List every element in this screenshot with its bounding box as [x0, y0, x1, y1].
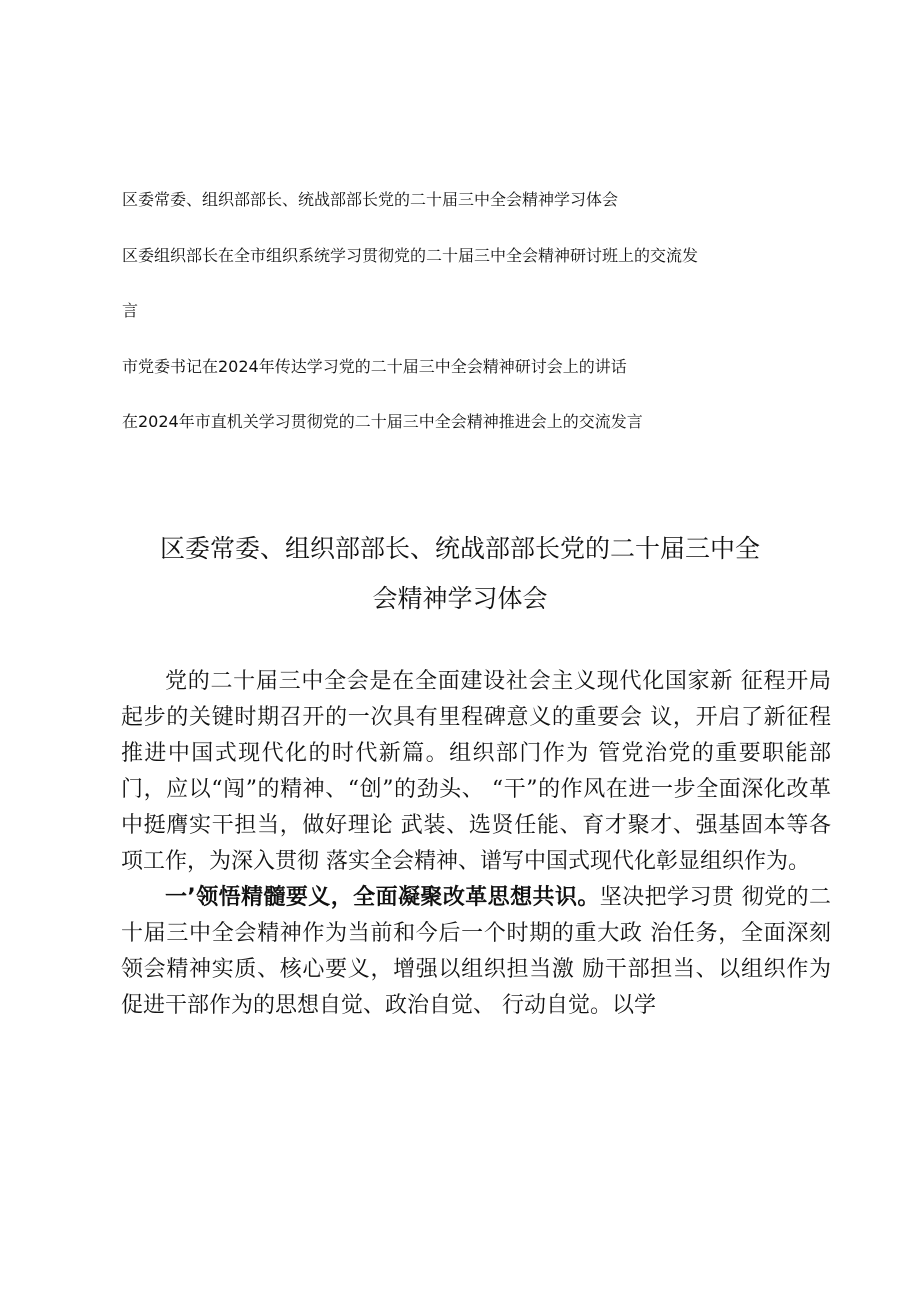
toc-item[interactable]: 区委常委、组织部部长、统战部部长党的二十届三中全会精神学习体会 [122, 190, 619, 209]
article-title-line-1: 区委常委、组织部部长、统战部部长党的二十届三中全 [159, 534, 760, 563]
article-title-line-2: 会精神学习体会 [372, 584, 548, 613]
article-title [100, 524, 820, 624]
section-heading: 一’领悟精髓要义，全面凝聚改革思想共识。 [165, 885, 600, 910]
toc-item-continuation[interactable]: 言 [122, 301, 139, 320]
article-body [121, 664, 831, 1024]
section-body: 坚决把学习贯 彻党的二十届三中全会精神作为当前和今后一个时期的重大政 治任务，全面深刻领会精神实质、核心要义，增强以组织担当激 励干部担当、以组织作为促进干部作为的思想自觉、政治自觉、 行动自觉。以学 [121, 885, 832, 1018]
toc-item[interactable]: 区委组织部长在全市组织系统学习贯彻党的二十届三中全会精神研讨班上的交流发 [122, 246, 699, 265]
body-paragraph [121, 880, 831, 1024]
toc-item[interactable]: 市党委书记在2024年传达学习党的二十届三中全会精神研讨会上的讲话 [122, 357, 627, 376]
toc-item[interactable]: 在2024年市直机关学习贯彻党的二十届三中全会精神推进会上的交流发言 [122, 412, 643, 431]
body-paragraph: 党的二十届三中全会是在全面建设社会主义现代化国家新 征程开局起步的关键时期召开的一次具有里程碑意义的重要会 议，开启了新征程推进中国式现代化的时代新篇。组织部门作为 管党治党的重要职能部门，应以“闯”的精神、“创”的劲头、 “干”的作风在进一步全面深化改革中挺膺实干担当，做好理论 武装、选贤任能、育才聚才、强基固本等各项工作，为深入贯彻 落实全会精神、谱写中国式现代化彰显组织作为。 [121, 669, 831, 874]
